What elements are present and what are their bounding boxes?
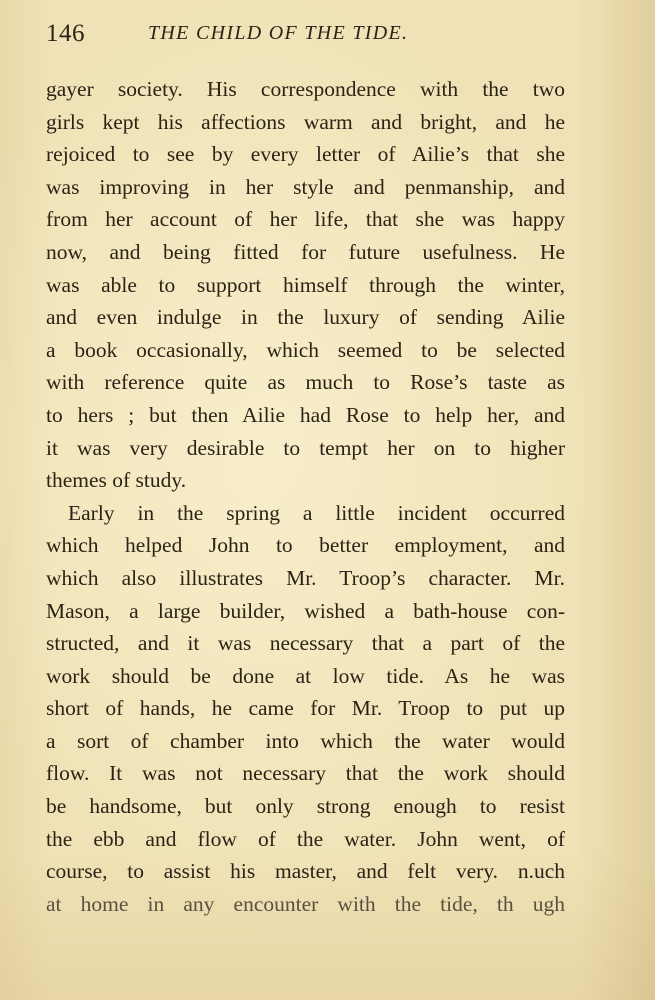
text-line: girls kept his affections warm and bright, and he — [46, 109, 565, 134]
text-line: gayer society. His correspondence with the two — [46, 77, 565, 101]
text-line: at home in any encounter with the tide, th ugh — [46, 891, 565, 916]
text-line: structed, and it was necessary that a part of the — [46, 631, 565, 656]
running-title: THE CHILD OF THE TIDE. — [148, 22, 409, 44]
page-number: 146 — [46, 20, 85, 47]
text-line: a book occasionally, which seemed to be selected — [46, 337, 565, 362]
text-line: a sort of chamber into which the water would — [46, 728, 565, 753]
text-line: now, and being fitted for future usefulness. He — [46, 239, 565, 264]
text-line: themes of study. — [46, 468, 187, 493]
text-line: to hers ; but then Ailie had Rose to help her, and — [46, 402, 565, 427]
text-line: with reference quite as much to Rose’s taste as — [46, 370, 565, 395]
text-line: the ebb and flow of the water. John went, of — [46, 826, 565, 851]
text-line: it was very desirable to tempt her on to higher — [46, 435, 565, 460]
body-text — [46, 73, 565, 920]
page-header — [46, 18, 566, 52]
text-line: and even indulge in the luxury of sending Ailie — [46, 305, 565, 330]
text-line: course, to assist his master, and felt very. n.uch — [46, 859, 565, 884]
text-line: work should be done at low tide. As he was — [46, 663, 565, 688]
text-line: from her account of her life, that she was happy — [46, 207, 565, 232]
text-line: short of hands, he came for Mr. Troop to put up — [46, 696, 565, 721]
text-line: was improving in her style and penmanship, and — [46, 174, 565, 199]
text-line: rejoiced to see by every letter of Ailie’s that she — [46, 142, 565, 167]
text-line: which helped John to better employment, and — [46, 533, 565, 558]
text-line: flow. It was not necessary that the work should — [46, 761, 565, 786]
text-line: Mason, a large builder, wished a bath-house con- — [46, 598, 565, 623]
text-line: be handsome, but only strong enough to resist — [46, 794, 565, 819]
text-line: Early in the spring a little incident occurred — [68, 500, 565, 525]
text-line: was able to support himself through the winter, — [46, 272, 565, 297]
text-line: which also illustrates Mr. Troop’s character. Mr. — [46, 565, 565, 590]
